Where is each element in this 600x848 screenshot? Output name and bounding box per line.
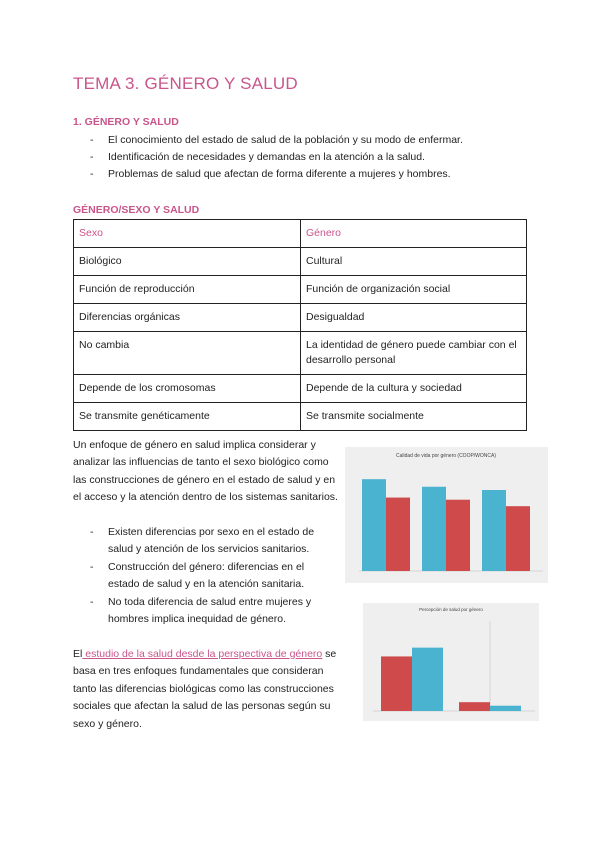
chart-bar: [422, 487, 446, 571]
table-cell: Función de organización social: [301, 276, 527, 304]
chart-bar: [386, 498, 410, 571]
table-header-row: [74, 220, 527, 248]
table-row: [74, 248, 527, 276]
chart-percepcion-salud-svg: [363, 603, 539, 721]
table-cell: Desigualdad: [301, 304, 527, 332]
chart-calidad-vida-svg: [345, 447, 548, 583]
list-item: - Construcción del género: diferencias en el estado de salud y en la atención sanitaria.: [88, 559, 338, 594]
table-cell: Diferencias orgánicas: [74, 304, 301, 332]
table-cell: Se transmite genéticamente: [74, 403, 301, 431]
table-cell: La identidad de género puede cambiar con el desarrollo personal: [301, 332, 527, 375]
sexo-genero-table: [73, 219, 527, 431]
chart-title: Calidad de vida por género (COOP/WONCA): [395, 453, 497, 459]
section1-bullet-list: [88, 132, 538, 183]
chart-bar: [362, 479, 386, 571]
chart-bar: [381, 656, 412, 711]
perspectiva-genero-link[interactable]: estudio de la salud desde la perspectiva de género: [82, 648, 323, 660]
paragraph-estudio-salud: [73, 646, 343, 733]
chart-bar: [412, 648, 443, 711]
chart-bars: [362, 479, 530, 571]
table-cell: No cambia: [74, 332, 301, 375]
list-item: - No toda diferencia de salud entre mujeres y hombres implica inequidad de género.: [88, 594, 338, 629]
chart-bar: [446, 500, 470, 571]
table-cell: Cultural: [301, 248, 527, 276]
table-row: [74, 375, 527, 403]
table-cell: Se transmite socialmente: [301, 403, 527, 431]
table-header-sexo: Sexo: [74, 220, 301, 248]
section-heading-genero-sexo-salud: GÉNERO/SEXO Y SALUD: [73, 204, 200, 216]
chart-percepcion-salud: [363, 603, 539, 721]
list-item: - Problemas de salud que afectan de forma diferente a mujeres y hombres.: [88, 166, 538, 183]
table-cell: Biológico: [74, 248, 301, 276]
body-bullet-list: [88, 524, 338, 628]
chart-bar: [490, 706, 521, 711]
table-row: [74, 332, 527, 375]
chart-bar: [482, 490, 506, 571]
chart-bar: [459, 702, 490, 711]
table-cell: Función de reproducción: [74, 276, 301, 304]
chart-bars: [381, 648, 521, 711]
paragraph-enfoque-genero: Un enfoque de género en salud implica considerar y analizar las influencias de tanto el sexo biológico como las construcciones de género en el estado de salud y en el acceso y la atención dentro de los sistemas sanitarios.: [73, 439, 338, 504]
chart-title: Percepción de salud por género: [419, 607, 483, 612]
table-row: [74, 304, 527, 332]
list-item: - Existen diferencias por sexo en el estado de salud y atención de los servicios sanitarios.: [88, 524, 338, 559]
section-heading-genero-salud: 1. GÉNERO Y SALUD: [73, 116, 179, 128]
page-title: TEMA 3. GÉNERO Y SALUD: [73, 74, 298, 93]
list-item: - Identificación de necesidades y demandas en la atención a la salud.: [88, 149, 538, 166]
table-header-genero: Género: [301, 220, 527, 248]
table-row: [74, 276, 527, 304]
table-cell: Depende de los cromosomas: [74, 375, 301, 403]
list-item: - El conocimiento del estado de salud de la población y su modo de enfermar.: [88, 132, 538, 149]
paragraph-text: El: [73, 648, 83, 660]
table-cell: Depende de la cultura y sociedad: [301, 375, 527, 403]
table-row: [74, 403, 527, 431]
chart-bar: [506, 506, 530, 571]
paragraph-text: se basa en tres enfoques fundamentales que consideran tanto las diferencias biológicas como las construcciones sociales que afectan la salud de las personas según su sexo y género.: [73, 648, 337, 730]
chart-calidad-vida: [345, 447, 548, 583]
